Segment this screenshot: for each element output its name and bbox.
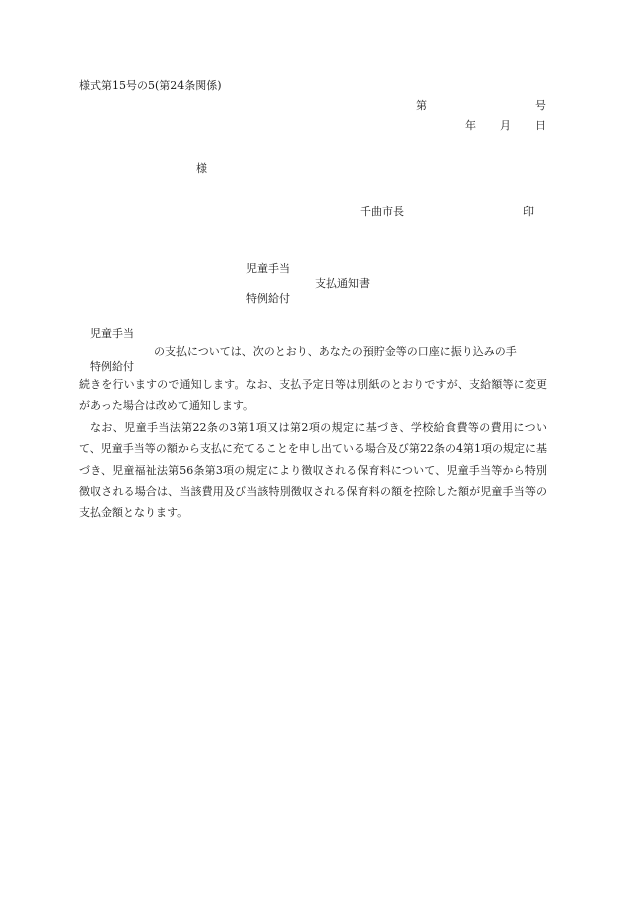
- date-month: 月: [500, 119, 511, 132]
- title-line-lower: 特例給付: [246, 292, 290, 305]
- document-number-suffix: 号: [535, 99, 546, 112]
- form-reference: 様式第15号の5(第24条関係): [79, 79, 222, 92]
- date-day: 日: [535, 119, 546, 132]
- document-number-prefix: 第: [416, 99, 427, 112]
- recipient-honorific: 様: [196, 162, 207, 175]
- sender-title: 千曲市長: [360, 205, 404, 218]
- intro-line-lower: 特例給付: [90, 360, 134, 373]
- body-paragraph-2: なお、児童手当法第22条の3第1項又は第2項の規定に基づき、学校給食費等の費用について、児童手当等の額から支払に充てることを申し出ている場合及び第22条の4第1項の規定に基づき、児童福祉法第56条第3項の規定により徴収される保育料について、児童手当等から特別徴収される場合は、当該費用及び当該特別徴収される保育料の額を控除した額が児童手当等の支払金額となります。: [79, 421, 547, 520]
- body-paragraph-1: 続きを行いますので通知します。なお、支払予定日等は別紙のとおりですが、支給額等に変更があった場合は改めて通知します。: [79, 378, 547, 413]
- document-title: 支払通知書: [315, 277, 370, 290]
- seal-mark: 印: [523, 205, 534, 218]
- intro-line-upper: 児童手当: [90, 327, 134, 340]
- intro-continuation: の支払については、次のとおり、あなたの預貯金等の口座に振り込みの手: [154, 345, 517, 358]
- title-line-upper: 児童手当: [246, 262, 290, 275]
- date-year: 年: [465, 119, 476, 132]
